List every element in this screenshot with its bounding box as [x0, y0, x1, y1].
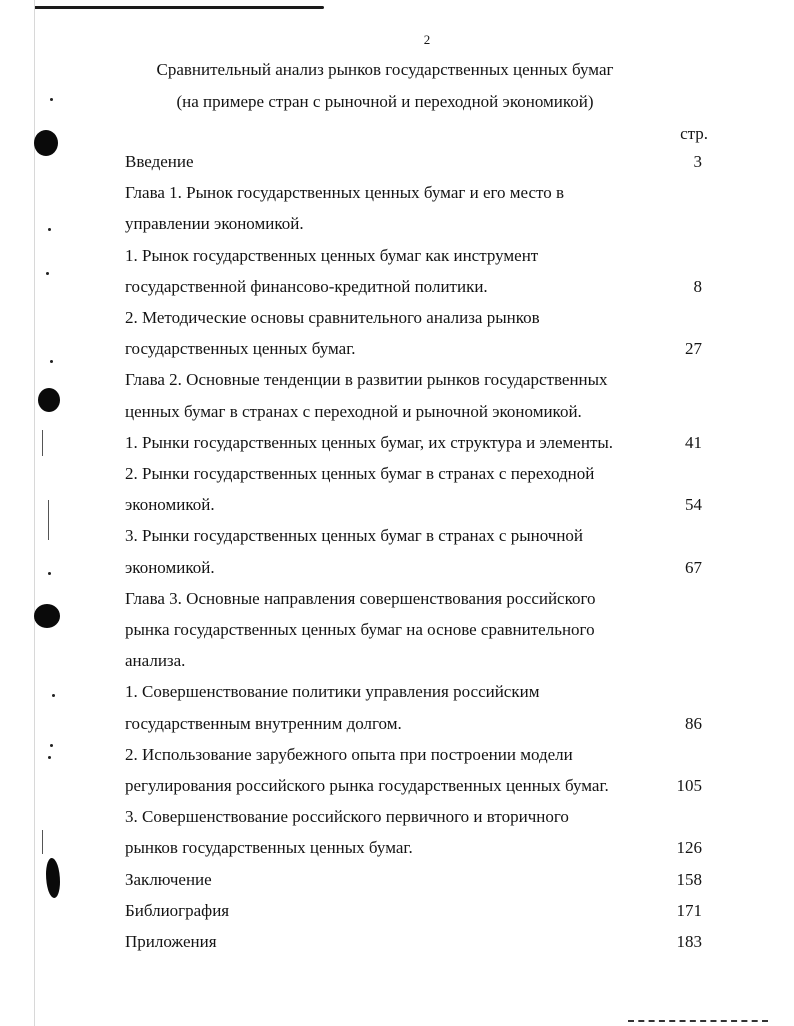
toc-entry-line: Приложения — [125, 932, 217, 951]
toc-entry-line: Глава 1. Рынок государственных ценных бумаг и его место в — [125, 183, 565, 202]
toc-entry-line: рынка государственных ценных бумаг на основе сравнительного — [125, 620, 595, 639]
toc-entry-line: управлении экономикой. — [125, 214, 304, 233]
speck — [48, 228, 51, 231]
scan-tick — [48, 500, 49, 540]
toc-page-number: 171 — [676, 901, 702, 920]
document-title: Сравнительный анализ рынков государственных ценных бумаг — [156, 60, 614, 79]
toc-entry-line: Библиография — [125, 901, 230, 920]
toc-entry-line: рынков государственных ценных бумаг. — [125, 838, 413, 857]
punch-hole-4 — [46, 858, 60, 898]
toc-entry-line: 1. Рынки государственных ценных бумаг, их структура и элементы. — [125, 433, 614, 452]
scan-tick — [42, 830, 43, 854]
toc-entry-line: анализа. — [125, 651, 186, 670]
toc-page-number: 67 — [685, 558, 702, 577]
toc-entry-line: государственных ценных бумаг. — [125, 339, 356, 358]
punch-hole-2 — [38, 388, 60, 412]
speck — [50, 744, 53, 747]
page-column-header: стр. — [680, 124, 708, 143]
speck — [50, 360, 53, 363]
toc-entry-line: регулирования российского рынка государственных ценных бумаг. — [125, 776, 609, 795]
toc-page-number: 27 — [685, 339, 702, 358]
toc-page-number: 3 — [693, 152, 702, 171]
speck — [48, 756, 51, 759]
toc-page-number: 105 — [676, 776, 702, 795]
speck — [48, 572, 51, 575]
toc-entry-line: Введение — [125, 152, 194, 171]
toc-page-number: 86 — [685, 714, 702, 733]
speck — [52, 694, 55, 697]
punch-hole-3 — [34, 604, 60, 628]
toc-entry-line: 3. Совершенствование российского первичного и вторичного — [125, 807, 569, 826]
speck — [46, 272, 49, 275]
toc-entry-line: 2. Рынки государственных ценных бумаг в странах с переходной — [125, 464, 595, 483]
toc-page-number: 8 — [693, 277, 702, 296]
scan-line-bottom — [628, 1020, 768, 1022]
toc-entry-line: Глава 3. Основные направления совершенствования российского — [125, 589, 596, 608]
scan-tick — [42, 430, 43, 456]
toc-entry-line: ценных бумаг в странах с переходной и рыночной экономикой. — [125, 402, 582, 421]
toc-entry-line: государственным внутренним долгом. — [125, 714, 402, 733]
toc-entry-line: Заключение — [125, 870, 212, 889]
toc-entry-line: 3. Рынки государственных ценных бумаг в странах с рыночной — [125, 526, 584, 545]
document-subtitle: (на примере стран с рыночной и переходной экономикой) — [176, 92, 594, 111]
toc-page-number: 54 — [685, 495, 702, 514]
toc-entry-line: Глава 2. Основные тенденции в развитии рынков государственных — [125, 370, 608, 389]
toc-page-number: 126 — [676, 838, 702, 857]
binding-edge — [34, 0, 35, 1026]
toc-page-number: 158 — [676, 870, 702, 889]
toc-entry-line: экономикой. — [125, 558, 215, 577]
punch-hole-1 — [34, 130, 58, 156]
scan-line-top — [34, 6, 324, 9]
toc-page-number: 183 — [676, 932, 702, 951]
page-number: 2 — [423, 32, 431, 47]
toc-entry-line: 1. Рынок государственных ценных бумаг как инструмент — [125, 246, 539, 265]
toc-page-number: 41 — [685, 433, 702, 452]
toc-entry-line: государственной финансово-кредитной политики. — [125, 277, 488, 296]
toc-entry-line: 1. Совершенствование политики управления российским — [125, 682, 540, 701]
toc-entry-line: 2. Методические основы сравнительного анализа рынков — [125, 308, 540, 327]
toc-entry-line: экономикой. — [125, 495, 215, 514]
toc-entry-line: 2. Использование зарубежного опыта при построении модели — [125, 745, 573, 764]
